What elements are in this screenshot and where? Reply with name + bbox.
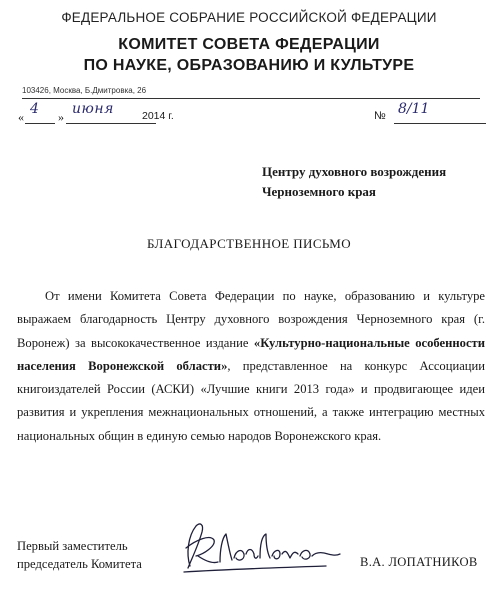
- date-day: 4: [30, 101, 39, 117]
- letter-body: [17, 285, 485, 448]
- body-publication-title: «Культурно-национальные особенности населения Воронежской области»: [17, 335, 485, 373]
- recipient-line-2: Черноземного края: [262, 184, 376, 199]
- body-text-part-1: От имени Комитета Совета Федерации по науке, образованию и культуре выражаем благодарность Центру духовного возрождения Черноземного края (г. Воронеж) за высококачественное издание: [17, 289, 485, 350]
- date-day-underline: [25, 123, 55, 124]
- document-number-underline: [394, 123, 486, 124]
- header-divider: [22, 98, 480, 99]
- date-year: 2014 г.: [142, 110, 174, 122]
- recipient-block: [262, 162, 446, 202]
- header-committee-scope: ПО НАУКЕ, ОБРАЗОВАНИЮ И КУЛЬТУРЕ: [83, 57, 415, 74]
- document-number: 8/11: [398, 101, 430, 117]
- header-committee: КОМИТЕТ СОВЕТА ФЕДЕРАЦИИ: [118, 36, 380, 53]
- document-title: БЛАГОДАРСТВЕННОЕ ПИСЬМО: [146, 236, 352, 251]
- body-paragraph: [17, 285, 485, 448]
- header-address: 103426, Москва, Б.Дмитровка, 26: [22, 86, 147, 95]
- date-number-row: [18, 102, 488, 126]
- date-quote-open: «: [18, 110, 24, 124]
- recipient-line-1: Центру духовного возрождения: [262, 164, 447, 179]
- signatory-position-line-1: Первый заместитель: [17, 539, 128, 553]
- date-month: июня: [72, 101, 114, 117]
- date-quote-close: »: [58, 110, 64, 124]
- body-text-part-2: , представленное на конкурс Ассоциации книгоиздателей России (АСКИ) «Лучшие книги 2013 года» и продвигающее идеи развития и укрепления межнациональных отношений, а также интеграцию местных национальных общин в единую семью народов Воронежского края.: [17, 358, 485, 443]
- header-assembly: ФЕДЕРАЛЬНОЕ СОБРАНИЕ РОССИЙСКОЙ ФЕДЕРАЦИИ: [61, 10, 437, 25]
- signatory-name: В.А. ЛОПАТНИКОВ: [360, 555, 478, 569]
- date-month-underline: [66, 123, 156, 124]
- signatory-position-line-2: председатель Комитета: [17, 557, 142, 571]
- signatory-position: [17, 537, 142, 573]
- handwritten-signature: [176, 514, 346, 584]
- document-number-label: №: [374, 110, 386, 122]
